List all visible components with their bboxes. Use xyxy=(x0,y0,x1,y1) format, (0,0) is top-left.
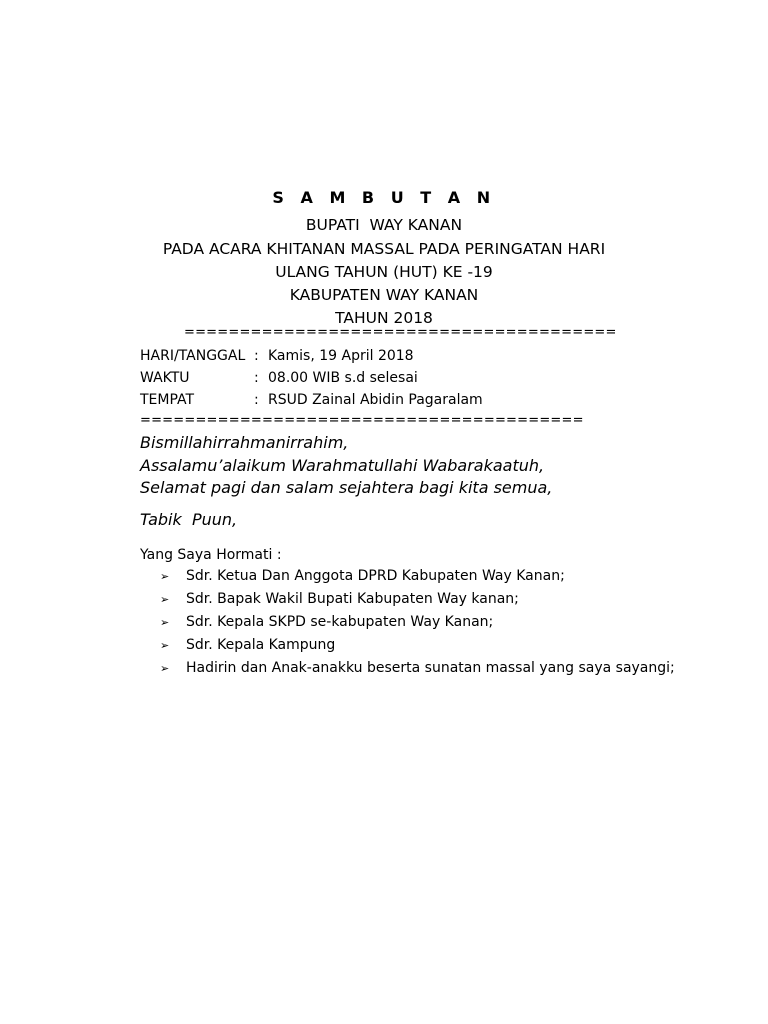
info-label: WAKTU xyxy=(140,370,190,386)
list-item xyxy=(160,635,675,658)
info-value: 08.00 WIB s.d selesai xyxy=(268,370,418,386)
list-item-text: Sdr. Kepala SKPD se-kabupaten Way Kanan; xyxy=(186,614,494,630)
info-value: RSUD Zainal Abidin Pagaralam xyxy=(268,392,483,408)
info-colon: : xyxy=(254,392,259,408)
list-item-text: Sdr. Bapak Wakil Bupati Kabupaten Way kanan; xyxy=(186,591,519,607)
list-item xyxy=(160,589,675,612)
title-line-bupati: BUPATI WAY KANAN xyxy=(305,216,463,234)
greeting-selamat-pagi: Selamat pagi dan salam sejahtera bagi kita semua, xyxy=(140,478,553,497)
greeting-tabik: Tabik Puun, xyxy=(140,510,238,529)
title-line-hut: ULANG TAHUN (HUT) KE -19 xyxy=(275,263,493,281)
greeting-salam: Assalamu’alaikum Warahmatullahi Wabarakaatuh, xyxy=(140,456,545,475)
list-item-text: Sdr. Ketua Dan Anggota DPRD Kabupaten Way Kanan; xyxy=(186,568,565,584)
info-colon: : xyxy=(254,370,259,386)
document-title: S A M B U T A N xyxy=(272,188,496,207)
list-item xyxy=(160,612,675,635)
info-row-date xyxy=(140,346,414,366)
title-line-kabupaten: KABUPATEN WAY KANAN xyxy=(289,286,479,304)
arrow-bullet-icon: ➢ xyxy=(160,662,170,675)
honored-guests-label: Yang Saya Hormati : xyxy=(140,547,282,563)
separator-bottom: ======================================== xyxy=(140,413,584,428)
info-colon: : xyxy=(254,348,259,364)
greeting-bismillah: Bismillahirrahmanirrahim, xyxy=(140,433,349,452)
info-value: Kamis, 19 April 2018 xyxy=(268,348,414,364)
list-item xyxy=(160,566,675,589)
arrow-bullet-icon: ➢ xyxy=(160,593,170,606)
arrow-bullet-icon: ➢ xyxy=(160,570,170,583)
title-line-tahun: TAHUN 2018 xyxy=(335,309,433,327)
arrow-bullet-icon: ➢ xyxy=(160,639,170,652)
separator-top: ======================================= xyxy=(184,325,617,340)
list-item xyxy=(160,658,675,681)
honored-guests-list xyxy=(160,566,675,681)
info-row-time xyxy=(140,368,418,388)
info-label: HARI/TANGGAL xyxy=(140,348,246,364)
list-item-text: Hadirin dan Anak-anakku beserta sunatan massal yang saya sayangi; xyxy=(186,660,675,676)
title-line-acara: PADA ACARA KHITANAN MASSAL PADA PERINGATAN HARI xyxy=(162,240,606,258)
list-item-text: Sdr. Kepala Kampung xyxy=(186,637,336,653)
info-label: TEMPAT xyxy=(140,392,195,408)
info-row-place xyxy=(140,390,483,410)
arrow-bullet-icon: ➢ xyxy=(160,616,170,629)
